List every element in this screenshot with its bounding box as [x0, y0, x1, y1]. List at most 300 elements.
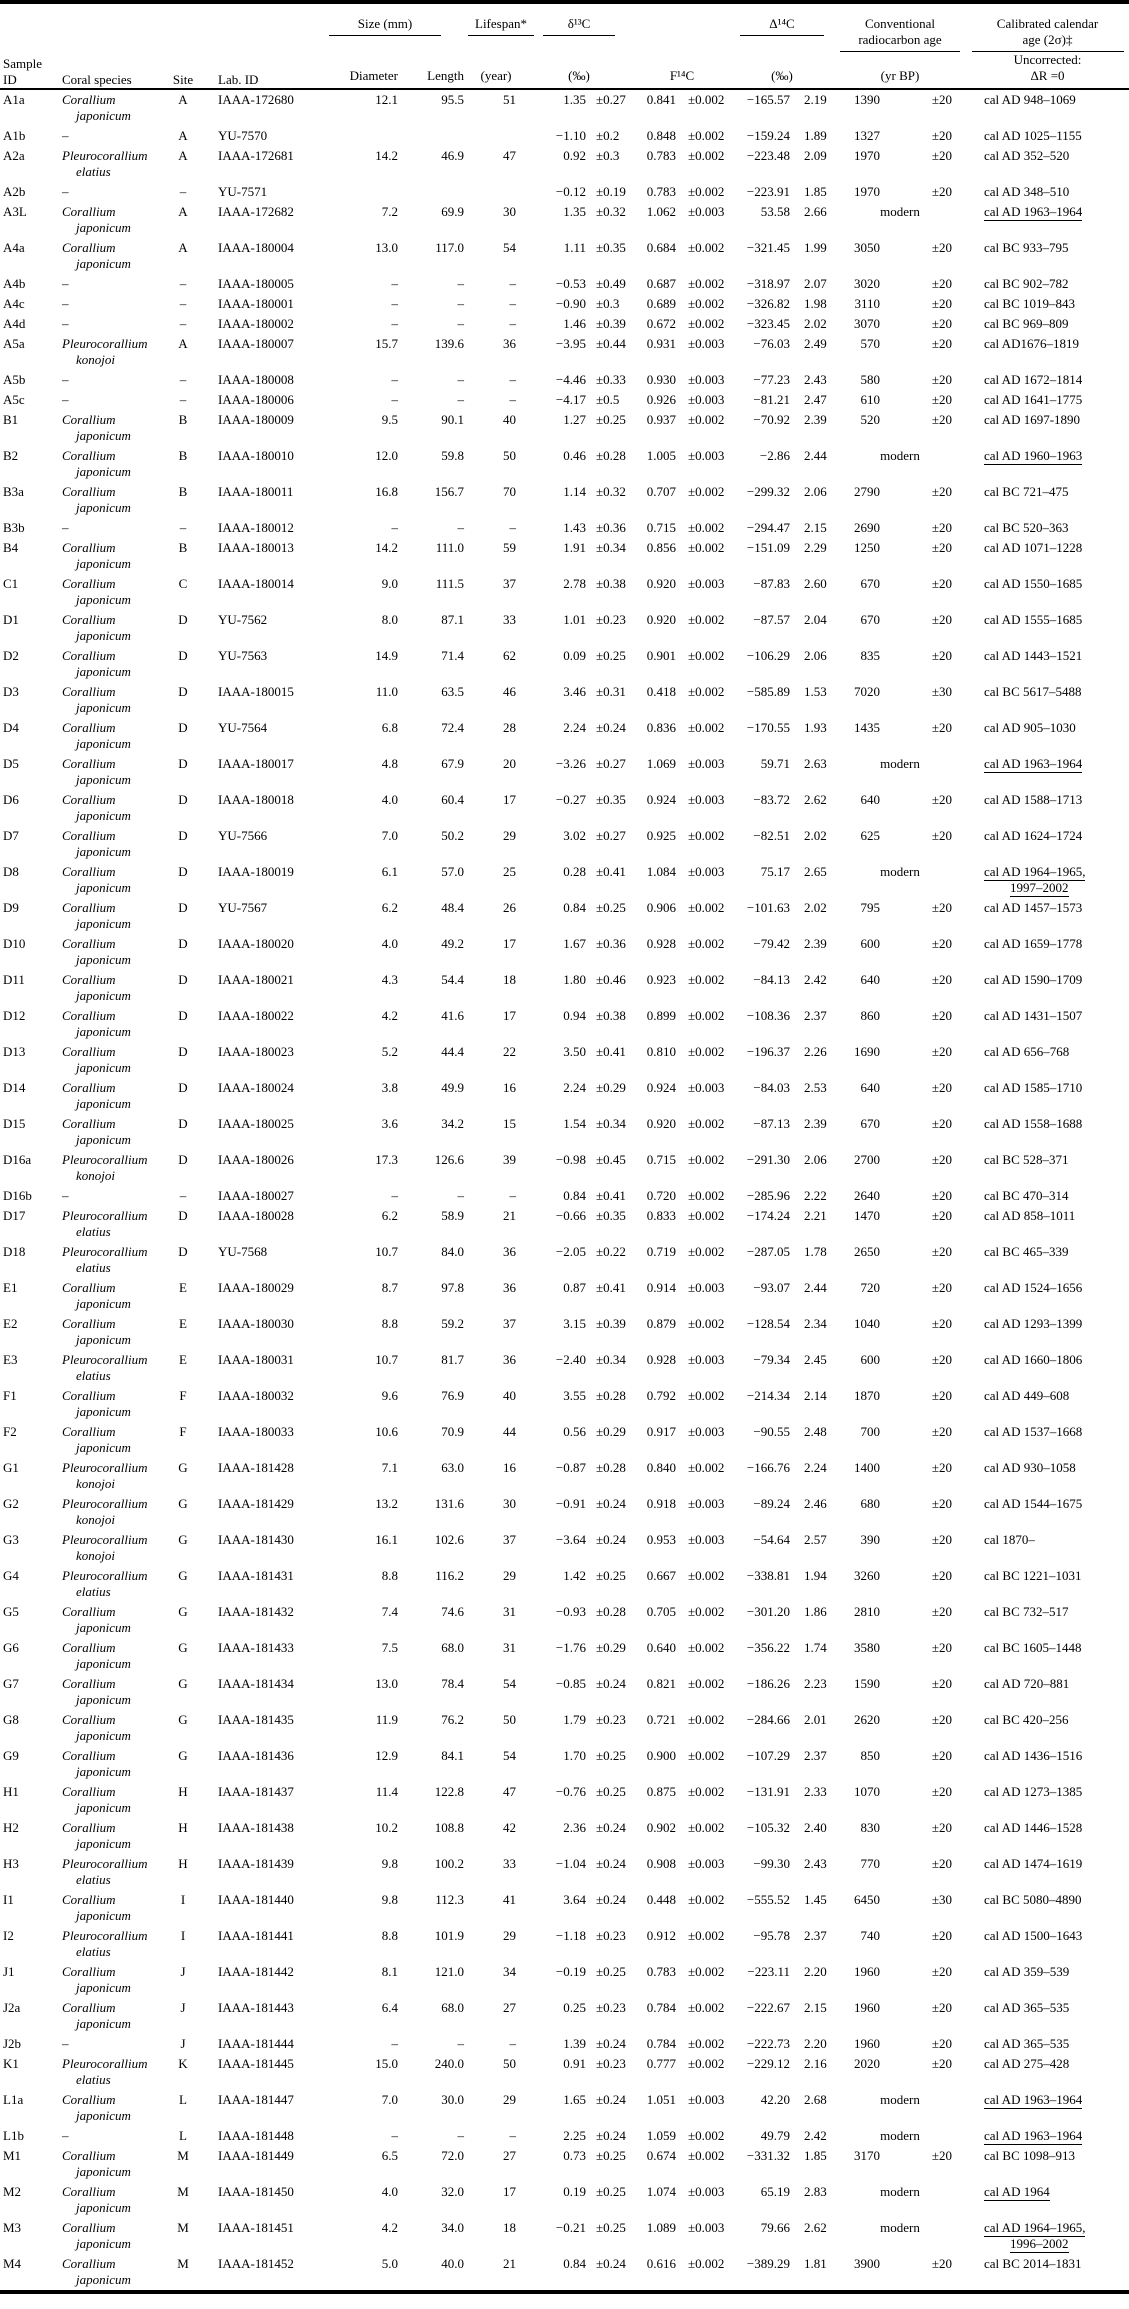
table-row [0, 1926, 1129, 1962]
cell-d13c-value: 1.91 [563, 540, 586, 555]
cell-age-modern: modern [880, 2220, 920, 2235]
cell-d14c-error: 1.85 [804, 2148, 827, 2163]
cell-site: – [179, 316, 187, 331]
table-row [0, 334, 1129, 370]
cell-f14c-error: ±0.003 [688, 1280, 725, 1295]
cell-age-error: ±20 [931, 92, 952, 107]
cell-d13c-value: 1.11 [563, 240, 586, 255]
cell-coral-species: Corallium japonicum [62, 1080, 131, 1111]
cell-d14c-value: −331.32 [746, 2148, 790, 2163]
cell-sample-id: B1 [3, 412, 19, 427]
cell-sample-id: F1 [3, 1388, 17, 1403]
cell-d14c-error: 1.99 [804, 240, 827, 255]
cell-f14c-error: ±0.003 [688, 1080, 725, 1095]
cell-d14c-error: 2.06 [804, 484, 827, 499]
cell-length: 57.0 [441, 864, 464, 879]
cell-d14c-error: 1.78 [804, 1244, 827, 1259]
cell-lifespan: 18 [503, 972, 516, 987]
cell-lifespan: 26 [503, 900, 516, 915]
cell-lab-id: IAAA-180021 [218, 972, 294, 987]
col-header-uncorrected: Uncorrected: ΔR =0 [966, 52, 1129, 89]
cell-sample-id: A3L [3, 204, 27, 219]
cell-length: 72.0 [441, 2148, 464, 2163]
cell-lab-id: YU-7562 [218, 612, 268, 627]
cell-lab-id: YU-7566 [218, 828, 268, 843]
cell-d13c-value: −0.27 [555, 792, 586, 807]
cell-d13c-error: ±0.28 [596, 1604, 626, 1619]
cell-d13c-error: ±0.3 [596, 148, 620, 163]
cell-f14c-value: 0.900 [646, 1748, 676, 1763]
cell-lifespan: 36 [503, 1280, 516, 1295]
cell-length: 32.0 [441, 2184, 464, 2199]
cell-age-error: ±30 [931, 684, 952, 699]
cell-calibrated-age: cal BC 969–809 [984, 316, 1069, 331]
cell-age-value: 610 [860, 392, 880, 407]
cell-sample-id: D11 [3, 972, 25, 987]
cell-lifespan: 28 [503, 720, 516, 735]
col-group-spacer [634, 2, 730, 52]
cell-d13c-error: ±0.49 [596, 276, 626, 291]
cell-d14c-error: 2.43 [804, 1856, 827, 1871]
cell-age-value: 3110 [854, 296, 880, 311]
cell-d13c-error: ±0.32 [596, 204, 626, 219]
cell-coral-species: Corallium japonicum [62, 720, 131, 751]
cell-site: D [178, 828, 188, 843]
cell-diameter: 4.8 [381, 756, 398, 771]
cell-diameter: 8.1 [381, 1964, 398, 1979]
cell-sample-id: A4d [3, 316, 26, 331]
cell-f14c-value: 0.914 [646, 1280, 676, 1295]
cell-d14c-value: −196.37 [746, 1044, 790, 1059]
cell-f14c-value: 0.833 [646, 1208, 676, 1223]
table-row [0, 2254, 1129, 2292]
cell-age-error: ±20 [931, 316, 952, 331]
cell-d14c-error: 2.39 [804, 412, 827, 427]
cell-lab-id: IAAA-180028 [218, 1208, 294, 1223]
cell-d13c-value: 1.35 [563, 92, 586, 107]
cell-calibrated-age: cal AD 656–768 [984, 1044, 1070, 1059]
cell-lab-id: IAAA-181439 [218, 1856, 294, 1871]
cell-f14c-value: 0.953 [646, 1532, 676, 1547]
cell-d13c-error: ±0.24 [596, 1676, 626, 1691]
cell-calibrated-age: cal AD 1436–1516 [984, 1748, 1083, 1763]
cell-coral-species: Corallium japonicum [62, 484, 131, 515]
cell-d14c-value: −2.86 [759, 448, 790, 463]
cell-f14c-value: 1.069 [646, 756, 676, 771]
cell-sample-id: J1 [3, 1964, 15, 1979]
cell-age-value: 1870 [854, 1388, 880, 1403]
cell-f14c-value: 0.616 [646, 2256, 676, 2271]
cell-d14c-error: 1.74 [804, 1640, 827, 1655]
table-row [0, 862, 1129, 898]
table-row [0, 274, 1129, 294]
table-body [0, 89, 1129, 2292]
cell-d13c-value: 3.46 [563, 684, 586, 699]
cell-sample-id: L1a [3, 2092, 24, 2107]
cell-length: 121.0 [434, 1964, 464, 1979]
cell-age-value: 1040 [854, 1316, 880, 1331]
cell-age-value: 1960 [854, 2000, 880, 2015]
cell-site: M [177, 2256, 189, 2271]
cell-lifespan: – [509, 296, 516, 311]
cell-length: 76.2 [441, 1712, 464, 1727]
cell-f14c-value: 0.920 [646, 576, 676, 591]
cell-d13c-error: ±0.27 [596, 828, 626, 843]
cell-f14c-error: ±0.002 [688, 1152, 725, 1167]
cell-age-value: 860 [860, 1008, 880, 1023]
cell-calibrated-age: cal AD 1963–1964 [984, 204, 1083, 219]
cell-diameter: 8.8 [381, 1316, 398, 1331]
cell-length: 78.4 [441, 1676, 464, 1691]
cell-length: 59.8 [441, 448, 464, 463]
table-row [0, 1278, 1129, 1314]
cell-sample-id: G7 [3, 1676, 19, 1691]
table-row [0, 718, 1129, 754]
cell-d14c-error: 1.89 [804, 128, 827, 143]
cell-sample-id: D18 [3, 1244, 26, 1259]
cell-f14c-error: ±0.002 [688, 1460, 725, 1475]
cell-coral-species: Corallium japonicum [62, 2000, 131, 2031]
cell-d14c-error: 1.45 [804, 1892, 827, 1907]
cell-sample-id: D1 [3, 612, 19, 627]
cell-d14c-error: 2.06 [804, 648, 827, 663]
cell-d13c-error: ±0.25 [596, 1748, 626, 1763]
cell-lab-id: IAAA-181445 [218, 2056, 294, 2071]
cell-length: – [457, 296, 464, 311]
cell-diameter: 6.1 [381, 864, 398, 879]
cell-lab-id: IAAA-180031 [218, 1352, 294, 1367]
col-header-sample-id-line2: ID [3, 72, 17, 87]
cell-sample-id: B3a [3, 484, 24, 499]
cell-site: D [178, 1244, 188, 1259]
cell-length: 70.9 [441, 1424, 464, 1439]
cell-d13c-value: 1.79 [563, 1712, 586, 1727]
cell-site: J [180, 2036, 186, 2051]
cell-lifespan: 30 [503, 204, 516, 219]
cell-sample-id: G2 [3, 1496, 19, 1511]
col-header-diameter: Diameter [302, 52, 402, 89]
cell-d14c-value: −323.45 [746, 316, 790, 331]
cell-site: H [178, 1784, 188, 1799]
cell-d14c-value: −79.34 [753, 1352, 790, 1367]
cell-length: 131.6 [434, 1496, 464, 1511]
cell-lab-id: IAAA-180019 [218, 864, 294, 879]
cell-d13c-error: ±0.24 [596, 2128, 626, 2143]
cell-f14c-value: 0.836 [646, 720, 676, 735]
cell-coral-species: Pleurocorallium konojoi [62, 1532, 148, 1563]
cell-sample-id: B3b [3, 520, 25, 535]
cell-d13c-value: 2.24 [563, 720, 586, 735]
cell-d13c-value: 2.36 [563, 1820, 586, 1835]
cell-d13c-error: ±0.28 [596, 1460, 626, 1475]
cell-sample-id: I2 [3, 1928, 14, 1943]
cell-lab-id: IAAA-181430 [218, 1532, 294, 1547]
cell-site: K [178, 2056, 188, 2071]
cell-age-error: ±20 [931, 1856, 952, 1871]
cell-sample-id: E2 [3, 1316, 18, 1331]
cell-d14c-error: 2.02 [804, 828, 827, 843]
table-row [0, 1242, 1129, 1278]
cell-diameter: 3.8 [381, 1080, 398, 1095]
table-row [0, 1150, 1129, 1186]
cell-diameter: 16.1 [375, 1532, 398, 1547]
cell-age-value: 670 [860, 612, 880, 627]
cell-d14c-error: 2.19 [804, 92, 827, 107]
cell-lifespan: 21 [503, 2256, 516, 2271]
cell-d13c-error: ±0.25 [596, 2220, 626, 2235]
cell-site: D [178, 1008, 188, 1023]
cell-lifespan: 30 [503, 1496, 516, 1511]
cell-diameter: 9.8 [381, 1856, 398, 1871]
cell-age-value: 670 [860, 576, 880, 591]
cell-diameter: 10.6 [375, 1424, 398, 1439]
cell-calibrated-age: cal AD 1672–1814 [984, 372, 1083, 387]
cell-lab-id: IAAA-180002 [218, 316, 294, 331]
cell-length: 139.6 [434, 336, 464, 351]
table-row [0, 538, 1129, 574]
cell-lifespan: – [509, 392, 516, 407]
table-row [0, 1206, 1129, 1242]
cell-d13c-value: 0.46 [563, 448, 586, 463]
cell-lifespan: – [509, 2128, 516, 2143]
cell-d14c-value: −131.91 [746, 1784, 790, 1799]
cell-lab-id: IAAA-181433 [218, 1640, 294, 1655]
cell-f14c-error: ±0.002 [688, 316, 725, 331]
cell-diameter: 15.0 [375, 2056, 398, 2071]
cell-diameter: 14.2 [375, 148, 398, 163]
cell-f14c-error: ±0.003 [688, 204, 725, 219]
cell-lab-id: YU-7571 [218, 184, 268, 199]
cell-calibrated-age: cal BC 470–314 [984, 1188, 1069, 1203]
cell-site: D [178, 1152, 188, 1167]
cell-calibrated-age: cal AD 720–881 [984, 1676, 1070, 1691]
table-row [0, 1674, 1129, 1710]
cell-d13c-value: 0.87 [563, 1280, 586, 1295]
cell-d13c-error: ±0.27 [596, 92, 626, 107]
cell-d14c-value: −299.32 [746, 484, 790, 499]
cell-lifespan: 51 [503, 92, 516, 107]
cell-d14c-value: −108.36 [746, 1008, 790, 1023]
cell-lab-id: IAAA-181442 [218, 1964, 294, 1979]
cell-d13c-value: 0.19 [563, 2184, 586, 2199]
cell-calibrated-age: cal BC 528–371 [984, 1152, 1069, 1167]
cell-age-error: ±20 [931, 648, 952, 663]
table-row [0, 314, 1129, 334]
cell-age-value: 640 [860, 792, 880, 807]
cell-diameter: 11.9 [375, 1712, 398, 1727]
cell-calibrated-age: cal BC 2014–1831 [984, 2256, 1082, 2271]
cell-d13c-error: ±0.25 [596, 1568, 626, 1583]
cell-coral-species: Pleurocorallium elatius [62, 148, 148, 179]
cell-site: G [178, 1712, 188, 1727]
cell-sample-id: H3 [3, 1856, 19, 1871]
cell-lifespan: 29 [503, 1568, 516, 1583]
cell-lifespan: 54 [503, 1748, 516, 1763]
cell-d13c-value: −1.04 [555, 1856, 586, 1871]
cell-coral-species: Corallium japonicum [62, 240, 131, 271]
cell-f14c-error: ±0.002 [688, 2056, 725, 2071]
cell-d13c-error: ±0.32 [596, 484, 626, 499]
cell-f14c-error: ±0.002 [688, 1676, 725, 1691]
cell-age-error: ±20 [931, 576, 952, 591]
cell-length: 50.2 [441, 828, 464, 843]
cell-f14c-value: 0.720 [646, 1188, 676, 1203]
cell-d14c-error: 2.20 [804, 1964, 827, 1979]
cell-f14c-error: ±0.002 [688, 540, 725, 555]
cell-f14c-error: ±0.002 [688, 828, 725, 843]
cell-d13c-error: ±0.35 [596, 792, 626, 807]
table-row [0, 2054, 1129, 2090]
cell-age-value: 3170 [854, 2148, 880, 2163]
table-row [0, 610, 1129, 646]
cell-age-error: ±20 [931, 2056, 952, 2071]
table-row [0, 1350, 1129, 1386]
cell-site: B [178, 448, 188, 463]
cell-age-error: ±20 [931, 1640, 952, 1655]
cell-d14c-value: −356.22 [746, 1640, 790, 1655]
cell-d14c-error: 2.39 [804, 936, 827, 951]
cell-lifespan: 44 [503, 1424, 516, 1439]
cell-age-value: 2700 [854, 1152, 880, 1167]
cell-site: D [178, 900, 188, 915]
cell-diameter: 13.0 [375, 1676, 398, 1691]
cell-d14c-error: 2.66 [804, 204, 827, 219]
cell-d13c-error: ±0.31 [596, 684, 626, 699]
cell-d13c-value: 2.78 [563, 576, 586, 591]
table-row [0, 126, 1129, 146]
cell-lab-id: IAAA-180020 [218, 936, 294, 951]
table-row [0, 754, 1129, 790]
cell-f14c-value: 0.784 [646, 2000, 676, 2015]
cell-d14c-value: −214.34 [746, 1388, 790, 1403]
cell-age-error: ±20 [931, 900, 952, 915]
cell-lab-id: IAAA-180018 [218, 792, 294, 807]
cell-d14c-value: −159.24 [746, 128, 790, 143]
cell-f14c-error: ±0.003 [688, 392, 725, 407]
cell-d13c-value: 0.25 [563, 2000, 586, 2015]
cell-d14c-value: −70.92 [753, 412, 790, 427]
cell-sample-id: D16b [3, 1188, 32, 1203]
cell-d14c-value: −83.72 [753, 792, 790, 807]
cell-age-error: ±20 [931, 1116, 952, 1131]
cell-site: E [179, 1280, 187, 1295]
cell-site: F [179, 1388, 187, 1403]
cell-lab-id: IAAA-181438 [218, 1820, 294, 1835]
cell-calibrated-age: cal AD 1500–1643 [984, 1928, 1083, 1943]
cell-length: – [457, 392, 464, 407]
cell-length: – [457, 372, 464, 387]
cell-diameter: 7.0 [381, 2092, 398, 2107]
cell-age-error: ±20 [931, 1080, 952, 1095]
cell-d14c-error: 2.63 [804, 756, 827, 771]
cell-f14c-error: ±0.003 [688, 2092, 725, 2107]
cell-f14c-error: ±0.003 [688, 1532, 725, 1547]
cell-d14c-error: 2.20 [804, 2036, 827, 2051]
cell-age-error: ±20 [931, 1316, 952, 1331]
table-row [0, 1962, 1129, 1998]
table-row [0, 2218, 1129, 2254]
cell-length: 112.3 [435, 1892, 464, 1907]
cell-age-error: ±20 [931, 540, 952, 555]
cell-d13c-value: 0.84 [563, 1188, 586, 1203]
cell-site: D [178, 864, 188, 879]
cell-lab-id: IAAA-180001 [218, 296, 294, 311]
cell-diameter: 7.2 [381, 204, 398, 219]
cell-lifespan: 15 [503, 1116, 516, 1131]
cell-f14c-value: 0.924 [646, 1080, 676, 1095]
cell-calibrated-age: cal AD 1443–1521 [984, 648, 1083, 663]
cell-lifespan: 42 [503, 1820, 516, 1835]
cell-lifespan: 46 [503, 684, 516, 699]
cell-f14c-error: ±0.002 [688, 1388, 725, 1403]
col-header-d14c-permil: (‰) [730, 52, 834, 89]
cell-lab-id: IAAA-180030 [218, 1316, 294, 1331]
cell-calibrated-age: cal BC 1098–913 [984, 2148, 1075, 2163]
cell-lab-id: YU-7568 [218, 1244, 268, 1259]
cell-age-value: 600 [860, 936, 880, 951]
cell-d14c-value: −87.13 [753, 1116, 790, 1131]
cell-coral-species: Pleurocorallium konojoi [62, 1496, 148, 1527]
cell-calibrated-age: cal AD 1697-1890 [984, 412, 1081, 427]
cell-f14c-value: 0.810 [646, 1044, 676, 1059]
cell-d14c-error: 2.23 [804, 1676, 827, 1691]
cell-lab-id: IAAA-172681 [218, 148, 294, 163]
cell-d13c-value: 1.80 [563, 972, 586, 987]
cell-d13c-value: −0.53 [555, 276, 586, 291]
cell-calibrated-age: cal AD 1963–1964 [984, 756, 1083, 771]
cell-length: 72.4 [441, 720, 464, 735]
table-row [0, 390, 1129, 410]
cell-f14c-error: ±0.002 [688, 720, 725, 735]
cell-age-value: 835 [860, 648, 880, 663]
cell-coral-species: Corallium japonicum [62, 756, 131, 787]
cell-d13c-error: ±0.24 [596, 2036, 626, 2051]
cell-age-error: ±20 [931, 1928, 952, 1943]
cell-site: J [180, 2000, 186, 2015]
cell-d13c-error: ±0.19 [596, 184, 626, 199]
cell-diameter: 4.3 [381, 972, 398, 987]
cell-site: – [179, 296, 187, 311]
cell-calibrated-age: cal AD 365–535 [984, 2036, 1070, 2051]
cell-d14c-value: −99.30 [753, 1856, 790, 1871]
cell-site: D [178, 648, 188, 663]
table-row [0, 1782, 1129, 1818]
cell-d13c-value: −0.76 [555, 1784, 586, 1799]
cell-sample-id: D7 [3, 828, 19, 843]
cell-d13c-value: −0.98 [555, 1152, 586, 1167]
cell-diameter: 5.0 [381, 2256, 398, 2271]
table-row [0, 1386, 1129, 1422]
cell-f14c-error: ±0.002 [688, 1604, 725, 1619]
cell-age-error: ±20 [931, 2000, 952, 2015]
cell-d13c-error: ±0.25 [596, 648, 626, 663]
cell-sample-id: D6 [3, 792, 19, 807]
cell-length: 156.7 [434, 484, 464, 499]
cell-d13c-error: ±0.25 [596, 412, 626, 427]
cell-d14c-error: 2.02 [804, 900, 827, 915]
cell-age-modern: modern [880, 2184, 920, 2199]
cell-length [402, 182, 468, 202]
cell-d14c-error: 2.47 [804, 392, 827, 407]
cell-f14c-value: 0.667 [646, 1568, 676, 1583]
cell-diameter: 11.0 [375, 684, 398, 699]
cell-d13c-value: 0.91 [563, 2056, 586, 2071]
cell-d14c-value: −186.26 [746, 1676, 790, 1691]
cell-length: 30.0 [441, 2092, 464, 2107]
cell-f14c-error: ±0.002 [688, 1820, 725, 1835]
cell-lifespan: – [509, 372, 516, 387]
cell-site: M [177, 2148, 189, 2163]
